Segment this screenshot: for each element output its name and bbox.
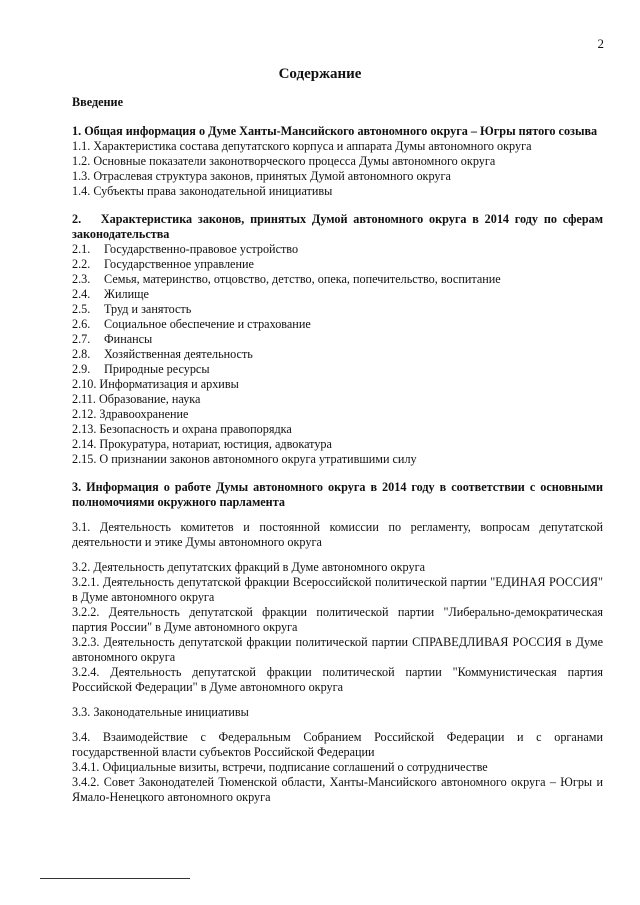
- toc-item: 2.10. Информатизация и архивы: [72, 377, 239, 391]
- toc-item: 2.5. Труд и занятость: [72, 302, 192, 316]
- footnote-divider: [40, 878, 190, 879]
- toc-item: 3.2.1. Деятельность депутатской фракции Всероссийской политической партии "ЕДИНАЯ РОССИЯ" в Думе автономного округа: [72, 575, 603, 604]
- toc-item: 2.9. Природные ресурсы: [72, 362, 210, 376]
- toc-item: 3.3. Законодательные инициативы: [72, 705, 249, 719]
- table-of-contents: [72, 95, 603, 805]
- toc-item: 3.4.2. Совет Законодателей Тюменской области, Ханты-Мансийского автономного округа – Югры и Ямало-Ненецкого автономного округа: [72, 775, 603, 804]
- toc-item: 1.1. Характеристика состава депутатского корпуса и аппарата Думы автономного округа: [72, 139, 532, 153]
- section-1-heading: 1. Общая информация о Думе Ханты-Мансийского автономного округа – Югры пятого созыва: [72, 124, 598, 138]
- toc-item: 1.2. Основные показатели законотворческого процесса Думы автономного округа: [72, 154, 496, 168]
- toc-item: 3.2. Деятельность депутатских фракций в Думе автономного округа: [72, 560, 425, 574]
- toc-item: 2.11. Образование, наука: [72, 392, 201, 406]
- intro-heading: Введение: [72, 95, 123, 109]
- toc-item: 2.12. Здравоохранение: [72, 407, 189, 421]
- toc-item: 3.2.2. Деятельность депутатской фракции политической партии "Либерально-демократическая партия России" в Думе автономного округа: [72, 605, 603, 634]
- toc-item: 2.3. Семья, материнство, отцовство, детство, опека, попечительство, воспитание: [72, 272, 501, 286]
- section-3-heading: 3. Информация о работе Думы автономного округа в 2014 году в соответствии с основными полномочиями окружного парламента: [72, 480, 603, 509]
- section-2-number: 2.: [72, 212, 82, 226]
- toc-item: 2.15. О признании законов автономного округа утратившими силу: [72, 452, 417, 466]
- toc-item: 3.1. Деятельность комитетов и постоянной комиссии по регламенту, вопросам депутатской деятельности и этике Думы автономного округа: [72, 520, 603, 549]
- toc-item: 2.14. Прокуратура, нотариат, юстиция, адвокатура: [72, 437, 332, 451]
- toc-item: 2.7. Финансы: [72, 332, 153, 346]
- toc-item: 2.2. Государственное управление: [72, 257, 254, 271]
- toc-item: 1.4. Субъекты права законодательной инициативы: [72, 184, 333, 198]
- toc-item: 3.2.3. Деятельность депутатской фракции политической партии СПРАВЕДЛИВАЯ РОССИЯ в Думе автономного округа: [72, 635, 603, 664]
- toc-item: 2.1. Государственно-правовое устройство: [72, 242, 299, 256]
- toc-item: 3.4.1. Официальные визиты, встречи, подписание соглашений о сотрудничестве: [72, 760, 488, 774]
- toc-item: 2.8. Хозяйственная деятельность: [72, 347, 253, 361]
- toc-item: 3.2.4. Деятельность депутатской фракции политической партии "Коммунистическая партия Российской Федерации" в Думе автономного округа: [72, 665, 603, 694]
- toc-item: 1.3. Отраслевая структура законов, принятых Думой автономного округа: [72, 169, 451, 183]
- section-2-heading: [72, 212, 603, 242]
- toc-item: 2.4. Жилище: [72, 287, 149, 301]
- section-2-title: Характеристика законов, принятых Думой автономного округа в 2014 году по сферам законодательства: [72, 212, 603, 241]
- toc-item: 2.6. Социальное обеспечение и страхование: [72, 317, 311, 331]
- toc-item: 3.4. Взаимодействие с Федеральным Собранием Российской Федерации и с органами государственной власти субъектов Российской Федерации: [72, 730, 603, 759]
- toc-item: 2.13. Безопасность и охрана правопорядка: [72, 422, 292, 436]
- page-title: Содержание: [278, 66, 362, 82]
- page-number: 2: [597, 36, 604, 51]
